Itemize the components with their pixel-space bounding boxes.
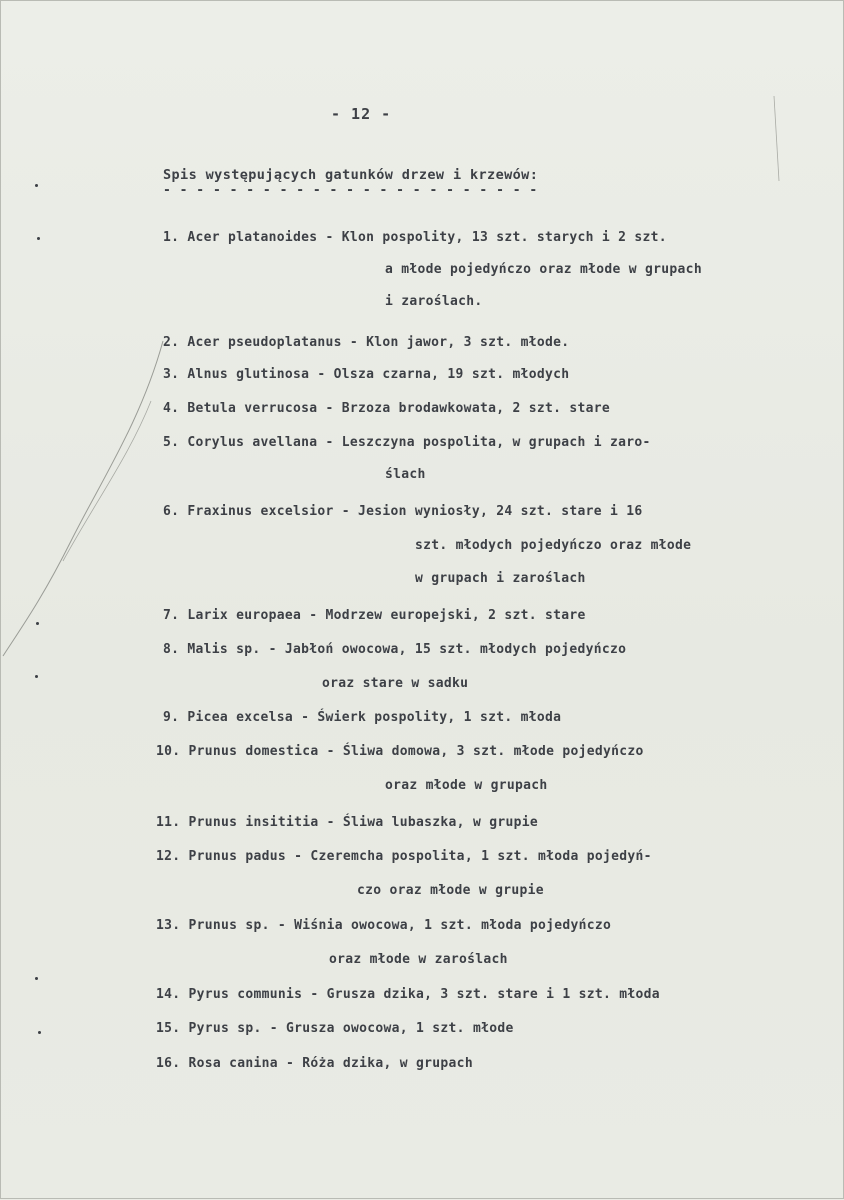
list-item-continuation: oraz stare w sadku <box>322 676 469 691</box>
list-item-continuation: oraz młode w zaroślach <box>329 952 508 967</box>
list-item-continuation: i zaroślach. <box>385 294 483 309</box>
margin-dot <box>35 977 38 980</box>
list-item: 5. Corylus avellana - Leszczyna pospolita, w grupach i zaro- <box>163 435 651 450</box>
page-number: - 12 - <box>331 105 392 123</box>
list-item-continuation: szt. młodych pojedyńczo oraz młode <box>415 538 692 553</box>
list-item-continuation: ślach <box>385 467 426 482</box>
margin-dot <box>38 1031 41 1034</box>
list-item: 6. Fraxinus excelsior - Jesion wyniosły, 24 szt. stare i 16 <box>163 504 643 519</box>
list-item: 11. Prunus insititia - Śliwa lubaszka, w grupie <box>156 815 538 830</box>
list-item-continuation: a młode pojedyńczo oraz młode w grupach <box>385 262 702 277</box>
list-item: 15. Pyrus sp. - Grusza owocowa, 1 szt. młode <box>156 1021 514 1036</box>
list-item: 4. Betula verrucosa - Brzoza brodawkowata, 2 szt. stare <box>163 401 610 416</box>
list-item: 13. Prunus sp. - Wiśnia owocowa, 1 szt. młoda pojedyńczo <box>156 918 612 933</box>
list-item: 10. Prunus domestica - Śliwa domowa, 3 szt. młode pojedyńczo <box>156 744 644 759</box>
list-item-continuation: oraz młode w grupach <box>385 778 548 793</box>
list-item-continuation: czo oraz młode w grupie <box>357 883 544 898</box>
list-item: 12. Prunus padus - Czeremcha pospolita, 1 szt. młoda pojedyń- <box>156 849 652 864</box>
title-underline: - - - - - - - - - - - - - - - - - - - - - - - <box>163 183 538 198</box>
list-item: 2. Acer pseudoplatanus - Klon jawor, 3 szt. młode. <box>163 335 570 350</box>
list-item: 8. Malis sp. - Jabłoń owocowa, 15 szt. młodych pojedyńczo <box>163 642 627 657</box>
page-title: Spis występujących gatunków drzew i krzewów: <box>163 167 539 183</box>
list-item: 7. Larix europaea - Modrzew europejski, 2 szt. stare <box>163 608 586 623</box>
list-item: 16. Rosa canina - Róża dzika, w grupach <box>156 1056 473 1071</box>
margin-dot <box>35 184 38 187</box>
list-item-continuation: w grupach i zaroślach <box>415 571 586 586</box>
margin-dot <box>36 622 39 625</box>
margin-dot <box>35 675 38 678</box>
list-item: 1. Acer platanoides - Klon pospolity, 13 szt. starych i 2 szt. <box>163 230 667 245</box>
list-item: 3. Alnus glutinosa - Olsza czarna, 19 szt. młodych <box>163 367 570 382</box>
list-item: 14. Pyrus communis - Grusza dzika, 3 szt. stare i 1 szt. młoda <box>156 987 660 1002</box>
margin-dot <box>37 237 40 240</box>
list-item: 9. Picea excelsa - Świerk pospolity, 1 szt. młoda <box>163 710 562 725</box>
